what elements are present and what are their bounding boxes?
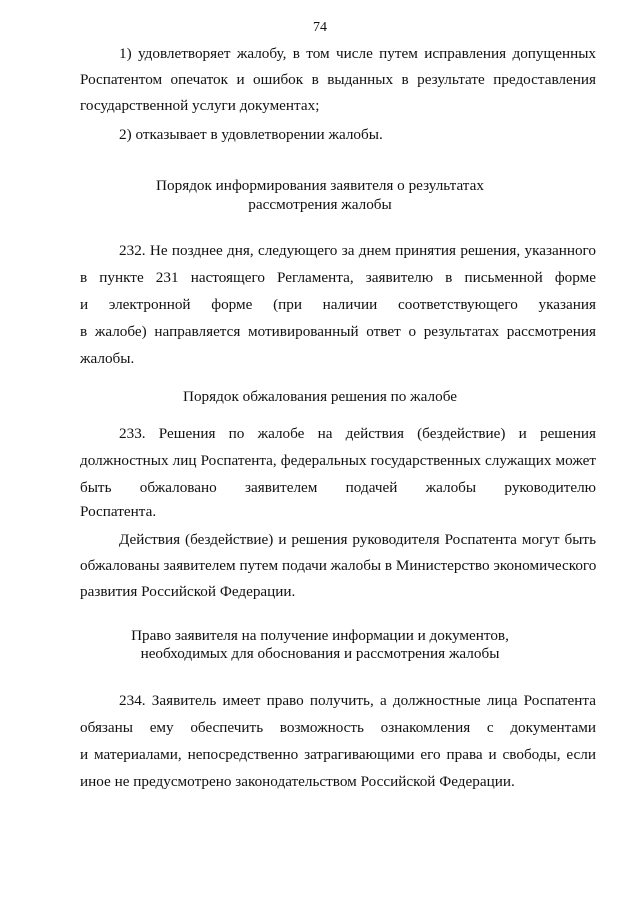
item1-line: 1) удовлетворяет жалобу, в том числе путем исправления допущенных <box>119 45 596 62</box>
page-number: 74 <box>313 20 327 35</box>
paragraph-233-line: быть обжаловано заявителем подачей жалобы руководителю <box>80 479 596 496</box>
paragraph-234-line: обязаны ему обеспечить возможность ознакомления с документами <box>80 719 596 736</box>
paragraph-232-line: в пункте 231 настоящего Регламента, заявителю в письменной форме <box>80 269 596 286</box>
paragraph-232-line: и электронной форме (при наличии соответствующего указания <box>80 296 596 313</box>
section1-heading-line: Порядок информирования заявителя о результатах <box>156 177 484 194</box>
item2-text: 2) отказывает в удовлетворении жалобы. <box>119 126 383 143</box>
paragraph-234-line: иное не предусмотрено законодательством Российской Федерации. <box>80 773 515 790</box>
paragraph-233b-line: развития Российской Федерации. <box>80 583 296 600</box>
paragraph-233b-line: Действия (бездействие) и решения руководителя Роспатента могут быть <box>119 531 596 548</box>
paragraph-233-line: 233. Решения по жалобе на действия (бездействие) и решения <box>119 425 596 442</box>
section1-heading-line: рассмотрения жалобы <box>248 196 392 213</box>
paragraph-233b-line: обжалованы заявителем путем подачи жалобы в Министерство экономического <box>80 557 597 574</box>
paragraph-233-line: Роспатента. <box>80 503 157 520</box>
paragraph-233-line: должностных лиц Роспатента, федеральных государственных служащих может <box>80 452 596 469</box>
item1-line: Роспатентом опечаток и ошибок в выданных в результате предоставления <box>80 71 596 88</box>
paragraph-232-line: 232. Не позднее дня, следующего за днем принятия решения, указанного <box>119 242 596 259</box>
paragraph-234-line: и материалами, непосредственно затрагивающими его права и свободы, если <box>80 746 596 763</box>
paragraph-234-line: 234. Заявитель имеет право получить, а должностные лица Роспатента <box>119 692 596 709</box>
section3-heading-line: Право заявителя на получение информации и документов, <box>131 627 509 644</box>
section2-heading: Порядок обжалования решения по жалобе <box>182 388 457 405</box>
section3-heading-line: необходимых для обоснования и рассмотрения жалобы <box>140 645 500 662</box>
paragraph-232-line: жалобы. <box>80 350 135 367</box>
paragraph-232-line: в жалобе) направляется мотивированный ответ о результатах рассмотрения <box>80 323 596 340</box>
item1-line: государственной услуги документах; <box>80 97 320 114</box>
